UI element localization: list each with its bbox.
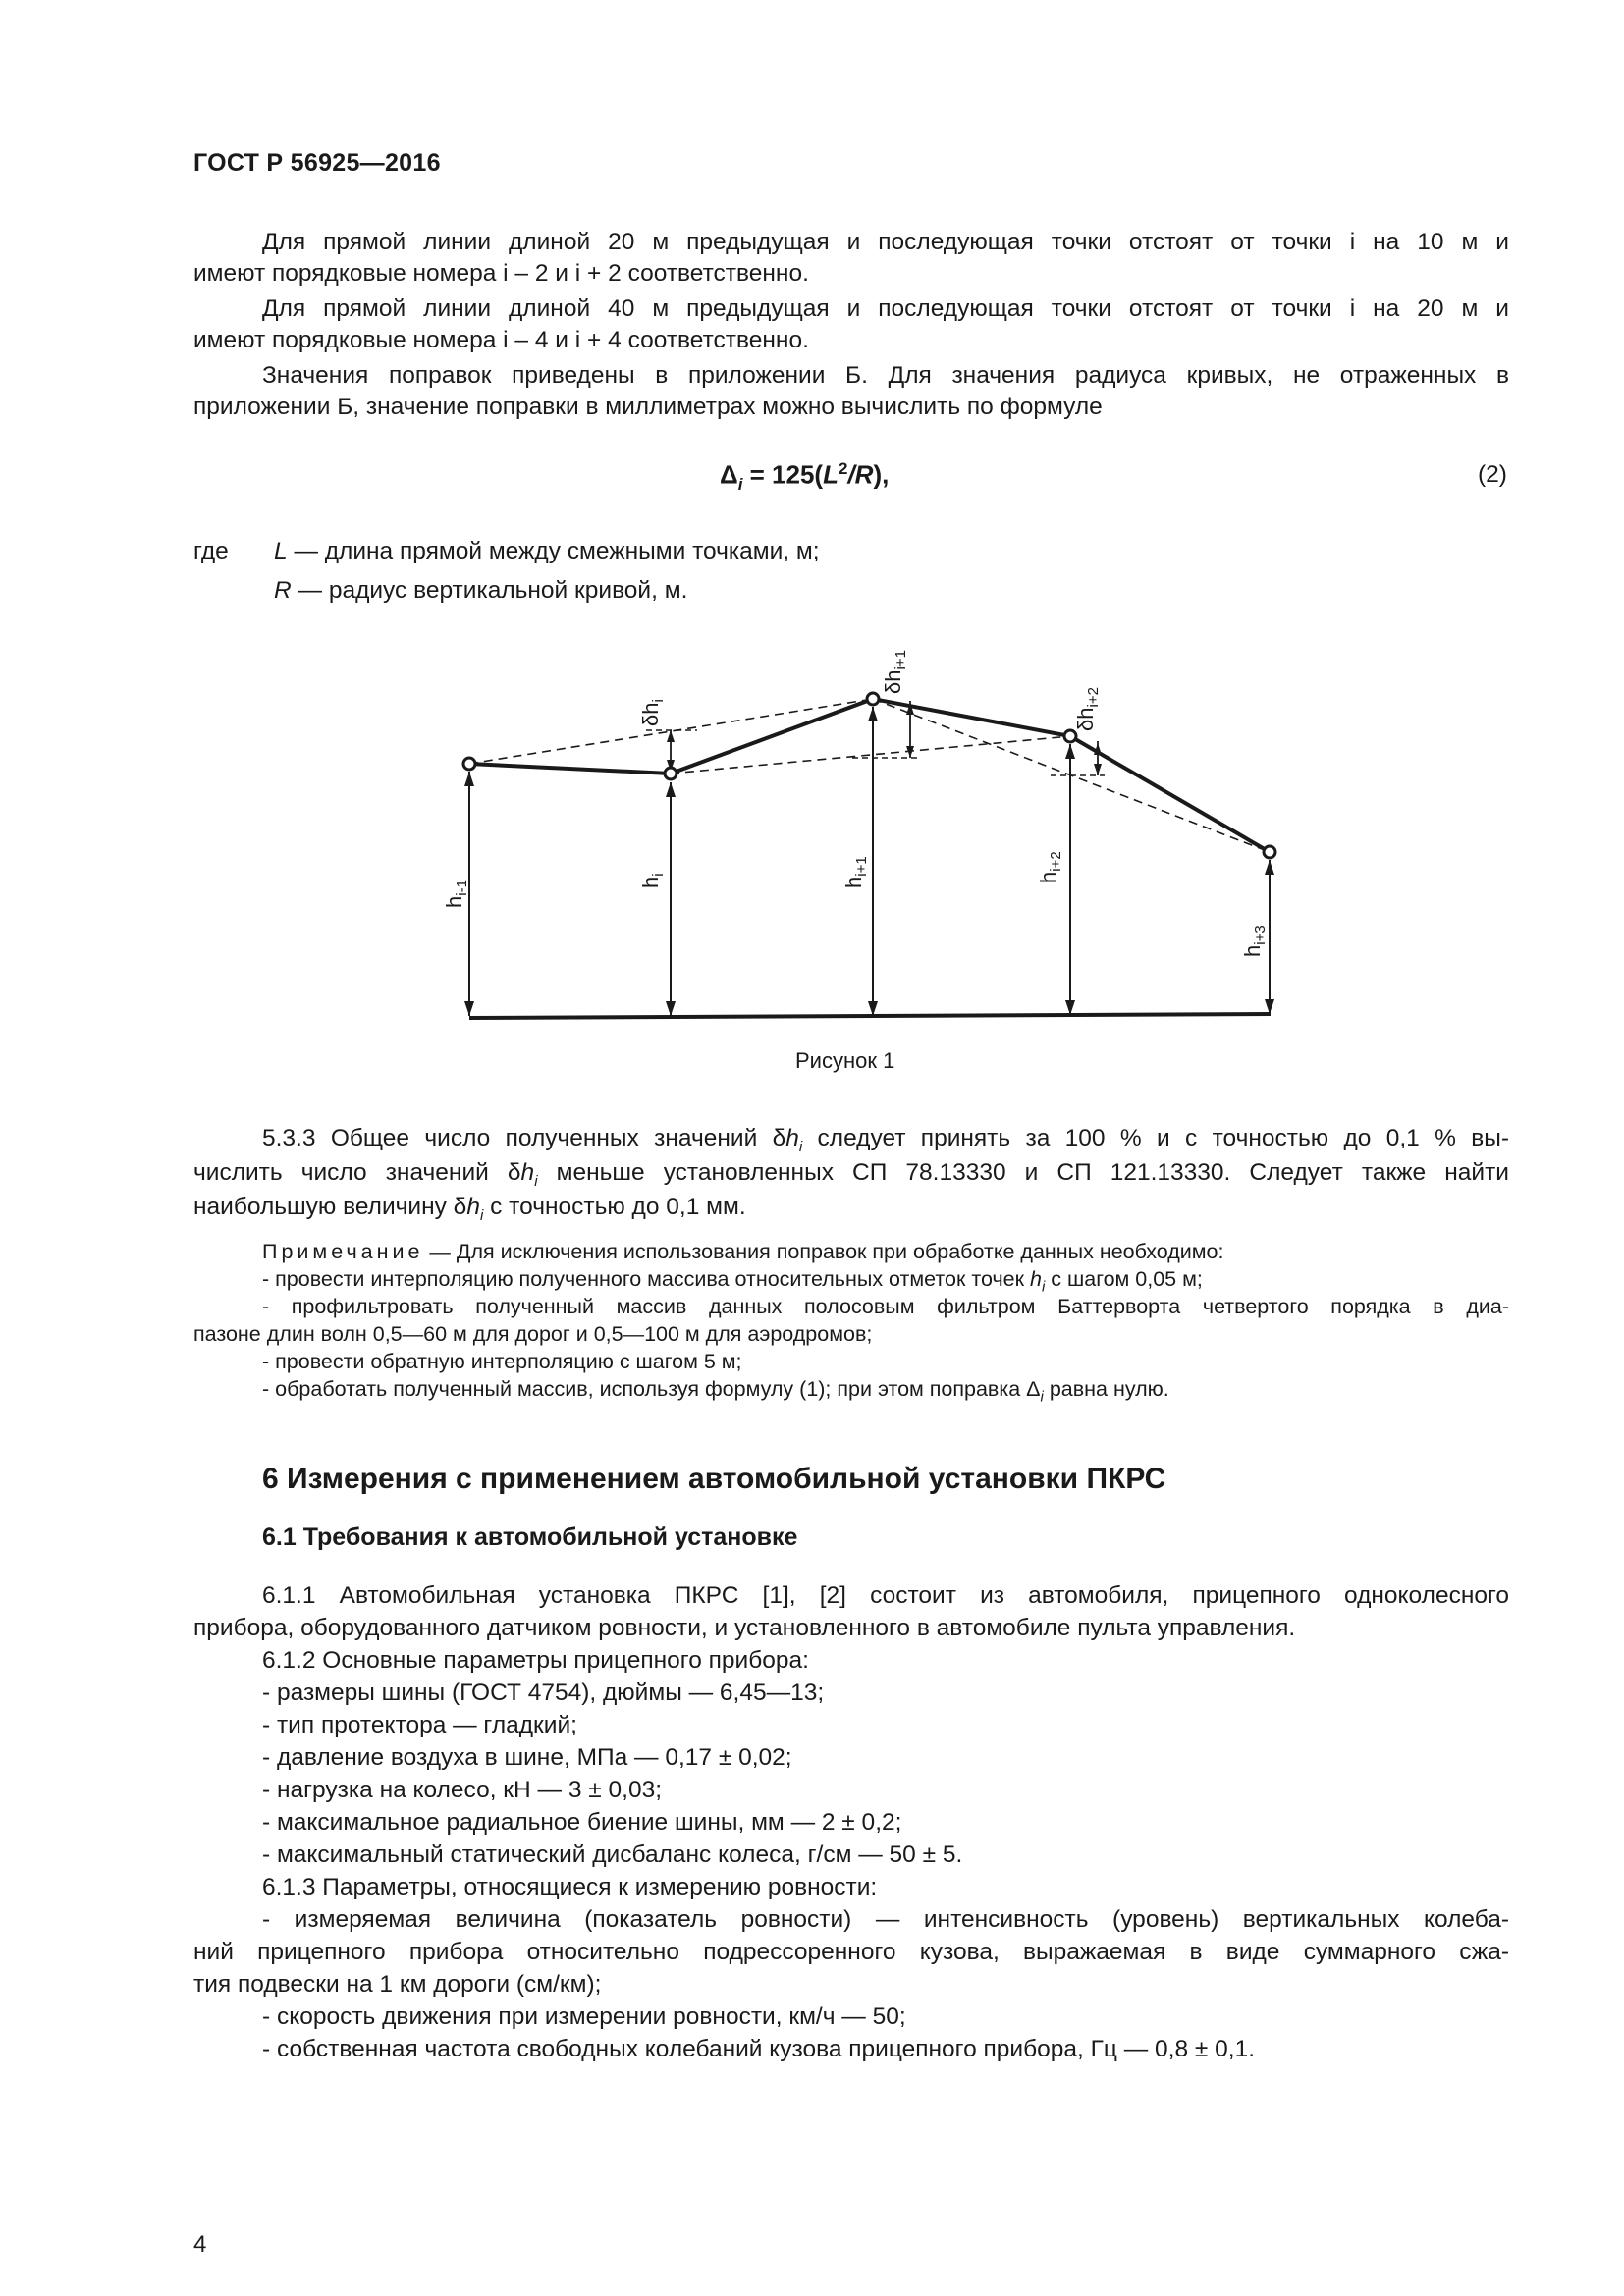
text: — Для исключения использования поправок при обработке данных необходимо: [423, 1240, 1224, 1263]
label-delta-h-i+1: $\delta h_{i+1}$ [881, 650, 909, 694]
paragraph-line [262, 1580, 1509, 1612]
subscript: i [1040, 1388, 1044, 1406]
paragraph-line: имеют порядковые номера i – 4 и i + 4 соответственно. [193, 327, 809, 353]
label-h-i+3: $h_{i+3}$ [1240, 925, 1269, 957]
list-item [193, 1937, 1509, 1968]
text: 5.3.3 Общее число полученных значений δ [262, 1125, 786, 1151]
chord-lines [469, 699, 1270, 852]
symbol: R [274, 577, 292, 604]
text: — радиус вертикальной кривой, м. [291, 577, 688, 604]
text: — длина прямой между смежными точками, м; [287, 538, 820, 564]
subscript: i [798, 1138, 803, 1155]
note-line [262, 1375, 1169, 1411]
label-h-i+1: $h_{i+1}$ [841, 856, 870, 888]
page-number: 4 [193, 2231, 207, 2258]
subsection-heading: 6.1 Требования к автомобильной установке [262, 1523, 798, 1551]
subscript: i [534, 1172, 538, 1190]
list-item: - собственная частота свободных колебаний кузова прицепного прибора, Гц — 0,8 ± 0,1. [262, 2036, 1255, 2062]
delta-h-dimensions [671, 701, 1098, 775]
text: числить число значений δ [193, 1159, 521, 1186]
list-item: тия подвески на 1 км дороги (см/км); [193, 1971, 602, 1998]
note-line: - провести обратную интерполяцию с шагом 5 м; [262, 1350, 742, 1373]
label-delta-h-i+2: $\delta h_{i+2}$ [1073, 687, 1102, 731]
formula-subscript: i [737, 474, 743, 494]
list-item: - максимальное радиальное биение шины, мм — 2 ± 0,2; [262, 1809, 902, 1836]
label-h-i-1: $h_{i-1}$ [442, 880, 470, 908]
note-line [262, 1238, 1223, 1265]
symbol: h [520, 1159, 535, 1186]
note-label: Примечание [262, 1240, 424, 1263]
formula-text: = 125( [742, 459, 824, 490]
profile-line [469, 699, 1270, 852]
text: Для прямой линии длиной 40 м предыдущая и последующая точки отстоят от точки i на 20 м и [262, 295, 1509, 322]
text: с шагом 0,05 м; [1045, 1267, 1203, 1291]
text: Для прямой линии длиной 20 м предыдущая и последующая точки отстоят от точки i на 10 м и [262, 229, 1509, 255]
symbol: h [1030, 1267, 1042, 1291]
text: равна нулю. [1043, 1377, 1169, 1401]
paragraph-line: 6.1.3 Параметры, относящиеся к измерению ровности: [262, 1874, 878, 1900]
note-line: пазоне длин волн 0,5—60 м для дорог и 0,5—100 м для аэродромов; [193, 1322, 873, 1346]
where-label: где [193, 538, 229, 564]
subscript: i [1041, 1278, 1046, 1296]
formula-text: ), [873, 459, 890, 490]
text: - профильтровать полученный массив данных полосовым фильтром Баттерворта четвертого порядка в диа- [262, 1295, 1509, 1318]
paragraph-line: имеют порядковые номера i – 2 и i + 2 соответственно. [193, 260, 809, 287]
text: - измеряемая величина (показатель ровности) — интенсивность (уровень) вертикальных колеба- [262, 1906, 1509, 1933]
text: меньше установленных СП 78.13330 и СП 121.13330. Следует также найти [537, 1159, 1509, 1186]
text: 6.1.1 Автомобильная установка ПКРС [1], [2] состоит из автомобиля, прицепного одноколесного [262, 1582, 1509, 1609]
text: следует принять за 100 % и с точностью до 0,1 % вы- [802, 1125, 1509, 1151]
text: - обработать полученный массив, используя формулу (1); при этом поправка Δ [262, 1377, 1041, 1401]
paragraph-line: приложении Б, значение поправки в миллиметрах можно вычислить по формуле [193, 394, 1103, 420]
figure-1-diagram [0, 0, 1624, 1080]
note-line [262, 1293, 1509, 1320]
formula-R: /R [847, 459, 874, 490]
text: ний прицепного прибора относительно подрессоренного кузова, выражаемая в виде суммарного сжа- [193, 1939, 1509, 1965]
list-item [262, 1904, 1509, 1936]
baseline [469, 1014, 1271, 1018]
delta-h-arrowheads [667, 703, 1102, 775]
formula-L: L [823, 459, 839, 490]
list-item: - максимальный статический дисбаланс колеса, г/см — 50 ± 5. [262, 1842, 963, 1868]
text: с точностью до 0,1 мм. [483, 1194, 746, 1220]
symbol: h [466, 1194, 480, 1220]
figure-caption: Рисунок 1 [795, 1048, 895, 1073]
list-item: - тип протектора — гладкий; [262, 1712, 577, 1738]
subscript: i [479, 1206, 484, 1224]
delta-symbol: Δ [720, 459, 738, 490]
symbol: h [785, 1125, 799, 1151]
paragraph-line: 6.1.2 Основные параметры прицепного прибора: [262, 1647, 809, 1674]
text: Значения поправок приведены в приложении Б. Для значения радиуса кривых, не отраженных в [262, 362, 1509, 389]
symbol: L [274, 538, 288, 564]
list-item: - размеры шины (ГОСТ 4754), дюймы — 6,45—13; [262, 1680, 825, 1706]
text: - провести интерполяцию полученного массива относительных отметок точек [262, 1267, 1030, 1291]
label-h-i+2: $h_{i+2}$ [1036, 851, 1064, 883]
paragraph-line [193, 1192, 746, 1232]
formula-superscript: 2 [838, 459, 848, 478]
list-item: - скорость движения при измерении ровности, км/ч — 50; [262, 2003, 906, 2030]
text: наибольшую величину δ [193, 1194, 467, 1220]
formula-number: (2) [1478, 461, 1507, 488]
section-heading: 6 Измерения с применением автомобильной установки ПКРС [262, 1463, 1166, 1495]
label-delta-h-i: $\delta h_i$ [638, 699, 667, 726]
paragraph-line: прибора, оборудованного датчиком ровности, и установленного в автомобиле пульта управления. [193, 1615, 1296, 1641]
label-h-i: $h_i$ [638, 873, 667, 888]
list-item: - давление воздуха в шине, МПа — 0,17 ± 0,02; [262, 1744, 792, 1771]
list-item: - нагрузка на колесо, кН — 3 ± 0,03; [262, 1777, 663, 1803]
document-header: ГОСТ Р 56925—2016 [193, 149, 441, 177]
